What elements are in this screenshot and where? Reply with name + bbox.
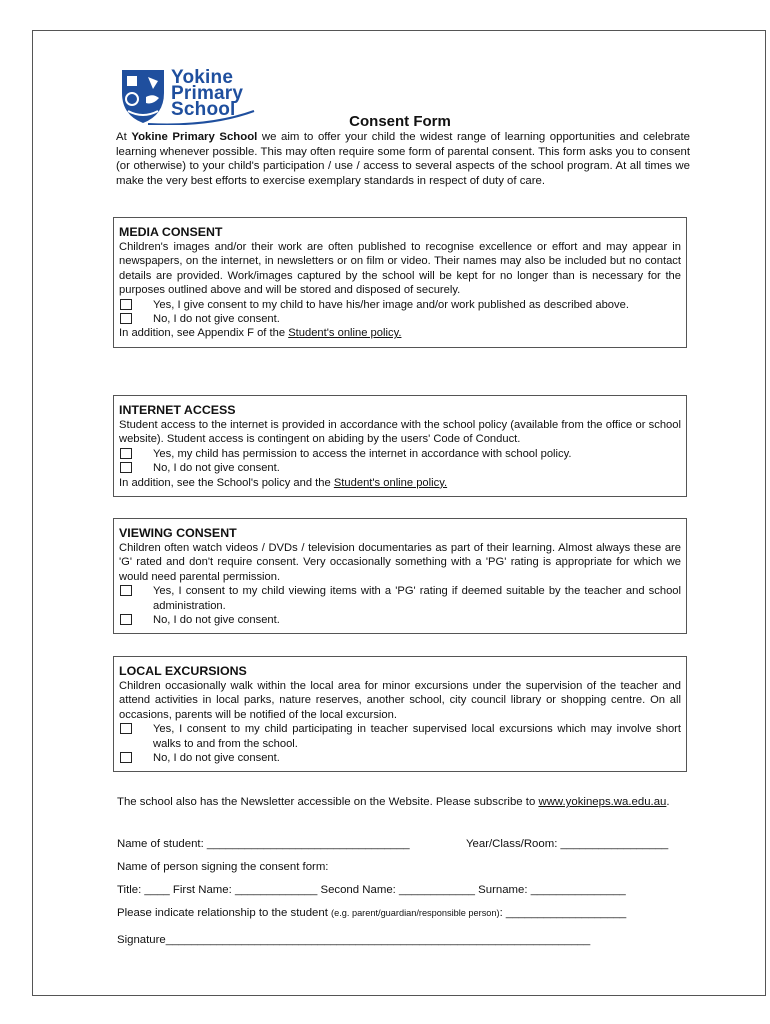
website-link[interactable]: www.yokineps.wa.edu.au bbox=[538, 796, 667, 808]
intro-paragraph bbox=[116, 130, 690, 188]
viewing-consent-section bbox=[113, 518, 687, 634]
internet-access-section bbox=[113, 395, 687, 497]
intro-text: we aim to offer your child the widest range of learning opportunities and celebrate learning whenever possible. This may often require some form of parental consent. This form asks you to consent (or otherwise) to your child's participation / use / access to several aspects of the school program. At all times we make the very best efforts to exercise exemplary standards in respect of duty of care. bbox=[116, 131, 690, 187]
viewing-yes-option bbox=[119, 584, 681, 613]
viewing-no-label: No, I do not give consent. bbox=[153, 614, 280, 627]
signature-field[interactable]: Signature___________________________________________________________________ bbox=[117, 934, 591, 946]
logo-line-1: Yokine bbox=[171, 67, 234, 88]
relationship-label: Please indicate relationship to the student bbox=[117, 907, 332, 919]
internet-note-prefix: In addition, see the School's policy and the bbox=[119, 476, 334, 489]
excursions-no-label: No, I do not give consent. bbox=[153, 752, 280, 765]
media-consent-section bbox=[113, 217, 687, 348]
media-consent-body: Children's images and/or their work are often published to recognise excellence or effort and may appear in newspapers, on the internet, in newsletters or on film or video. Their names may also be included but no contact details are provided. Work/images captured by the school will be kept for no longer than is necessary for the purposes outlined above and will be stored and disposed of securely. bbox=[119, 241, 681, 297]
logo-line-2: Primary bbox=[171, 83, 244, 104]
media-consent-heading: MEDIA CONSENT bbox=[119, 225, 223, 239]
internet-yes-label: Yes, my child has permission to access the internet in accordance with school policy. bbox=[153, 447, 572, 460]
form-title: Consent Form bbox=[349, 113, 451, 130]
internet-policy-link[interactable]: Student's online policy. bbox=[333, 476, 448, 489]
relationship-hint: (e.g. parent/guardian/responsible person) bbox=[331, 908, 500, 918]
local-excursions-body: Children occasionally walk within the local area for minor excursions under the supervision of the teacher and attend activities in local parks, nature reserves, another school, city council library or shopping centre. On all occasions, parents will be notified of the local excursion. bbox=[119, 680, 681, 721]
student-name-field[interactable]: Name of student: ________________________________ bbox=[117, 838, 410, 850]
media-policy-link[interactable]: Student's online policy. bbox=[288, 327, 402, 340]
internet-no-option bbox=[119, 461, 681, 475]
title-name-fields[interactable]: Title: ____ First Name: _____________ Second Name: ____________ Surname: _______________ bbox=[117, 884, 626, 896]
internet-no-label: No, I do not give consent. bbox=[153, 462, 280, 475]
internet-access-body: Student access to the internet is provided in accordance with the school policy (available from the office or school website). Student access is contingent on abiding by the users' Code of Conduct. bbox=[119, 419, 681, 446]
internet-note bbox=[119, 476, 681, 490]
viewing-yes-checkbox[interactable] bbox=[120, 585, 132, 596]
local-excursions-heading: LOCAL EXCURSIONS bbox=[119, 664, 247, 678]
media-yes-label: Yes, I give consent to my child to have his/her image and/or work published as described above. bbox=[153, 298, 629, 311]
media-no-option bbox=[119, 312, 681, 326]
intro-prefix: At bbox=[116, 131, 132, 143]
newsletter-text: The school also has the Newsletter accessible on the Website. Please subscribe to bbox=[117, 796, 539, 808]
media-note bbox=[119, 326, 681, 340]
intro-school-name: Yokine Primary School bbox=[131, 131, 258, 143]
excursions-yes-option bbox=[119, 722, 681, 751]
viewing-yes-label: Yes, I consent to my child viewing items with a 'PG' rating if deemed suitable by the teacher and school administration. bbox=[153, 585, 681, 612]
media-no-label: No, I do not give consent. bbox=[153, 313, 280, 326]
viewing-consent-body: Children often watch videos / DVDs / television documentaries as part of their learning. Almost always these are 'G' rated and don't require consent. Very occasionally something with a 'PG' rating is appropriate for which we would need parental permission. bbox=[119, 542, 681, 583]
consent-form-page bbox=[32, 30, 766, 996]
signer-label: Name of person signing the consent form: bbox=[117, 861, 329, 873]
viewing-consent-heading: VIEWING CONSENT bbox=[119, 526, 237, 540]
newsletter-paragraph bbox=[117, 795, 699, 810]
excursions-yes-label: Yes, I consent to my child participating in teacher supervised local excursions which may involve short walks to and from the school. bbox=[153, 723, 681, 750]
excursions-yes-checkbox[interactable] bbox=[120, 723, 132, 734]
viewing-no-option bbox=[119, 613, 681, 627]
internet-yes-checkbox[interactable] bbox=[120, 448, 132, 459]
relationship-field[interactable]: : ___________________ bbox=[499, 907, 627, 919]
excursions-no-checkbox[interactable] bbox=[120, 752, 132, 763]
media-yes-checkbox[interactable] bbox=[120, 299, 132, 310]
internet-no-checkbox[interactable] bbox=[120, 462, 132, 473]
relationship-row[interactable] bbox=[117, 906, 699, 921]
media-no-checkbox[interactable] bbox=[120, 313, 132, 324]
excursions-no-option bbox=[119, 751, 681, 765]
student-name-row bbox=[117, 837, 699, 852]
logo-line-3: School bbox=[171, 99, 236, 120]
internet-yes-option bbox=[119, 447, 681, 461]
internet-access-heading: INTERNET ACCESS bbox=[119, 403, 236, 417]
newsletter-suffix: . bbox=[666, 796, 670, 808]
media-note-prefix: In addition, see Appendix F of the bbox=[119, 327, 289, 340]
year-class-field[interactable]: Year/Class/Room: _________________ bbox=[466, 838, 669, 850]
media-yes-option bbox=[119, 298, 681, 312]
local-excursions-section bbox=[113, 656, 687, 772]
viewing-no-checkbox[interactable] bbox=[120, 614, 132, 625]
school-logo-wordmark bbox=[171, 67, 244, 120]
